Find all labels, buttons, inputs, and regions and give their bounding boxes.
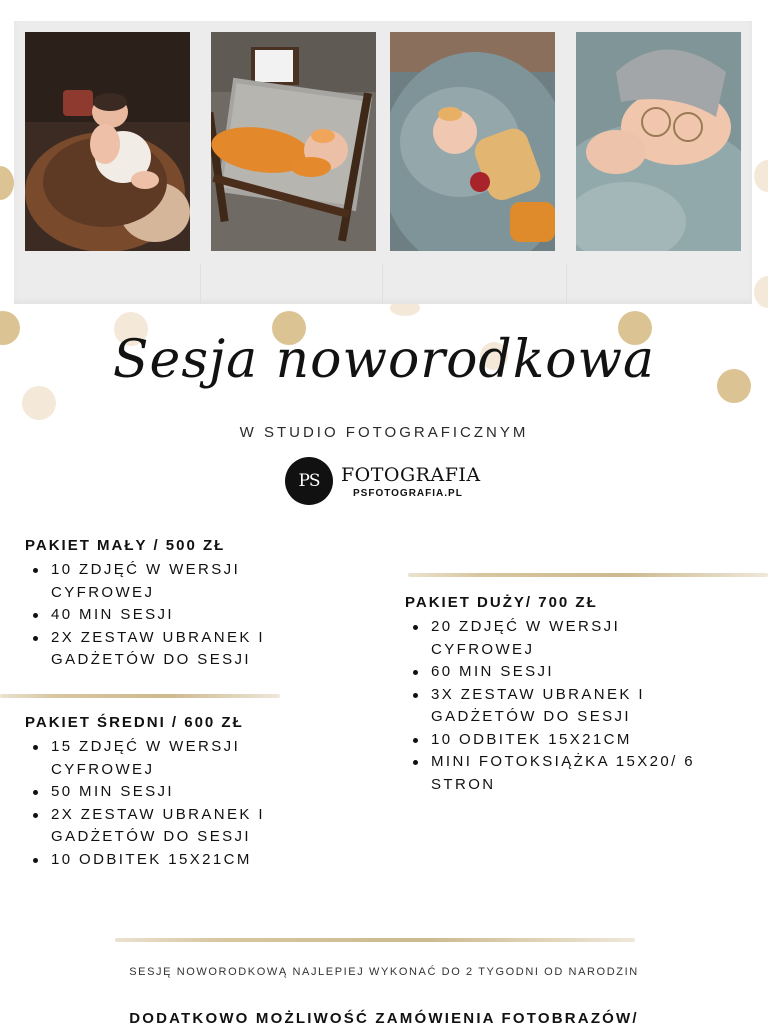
brush-stroke-divider [408,573,768,577]
package-large [405,594,705,796]
list-item: 2X ZESTAW UBRANEK I GADŻETÓW DO SESJI [25,804,315,849]
newborn-photo-blue-fur-icon [390,32,555,251]
newborn-photo-wooden-bed-icon [211,32,376,251]
list-item: 40 MIN SESJI [25,604,315,627]
list-item: 10 ZDJĘĆ W WERSJI CYFROWEJ [25,559,315,604]
list-item: 10 ODBITEK 15X21CM [25,849,315,872]
decor-dot [754,276,768,308]
package-small-list [25,559,315,672]
list-item: 2X ZESTAW UBRANEK I GADŻETÓW DO SESJI [25,627,315,672]
list-item: 10 ODBITEK 15X21CM [405,729,705,752]
strip-divider [566,264,567,304]
brush-stroke-divider [0,694,280,698]
list-item: 3X ZESTAW UBRANEK I GADŻETÓW DO SESJI [405,684,705,729]
list-item: MINI FOTOKSIĄŻKA 15X20/ 6 STRON [405,751,705,796]
page-subtitle: W STUDIO FOTOGRAFICZNYM [239,424,529,441]
ps-logo-icon: PS [285,457,333,505]
studio-logo[interactable] [285,457,481,505]
brush-stroke-divider [115,938,635,942]
logo-url[interactable]: PSFOTOGRAFIA.PL [353,487,463,499]
package-medium [25,714,315,871]
extra-offer: DODATKOWO MOŻLIWOŚĆ ZAMÓWIENIA FOTOBRAZÓW/ [129,1010,639,1027]
package-small [25,537,315,672]
strip-divider [200,264,201,304]
logo-text [341,464,481,499]
package-large-list [405,616,705,796]
photo-strip [14,21,752,304]
decor-dot [754,160,768,192]
strip-divider [382,264,383,304]
logo-name: FOTOGRAFIA [341,463,481,486]
newborn-photo-brown-basket-icon [25,32,190,251]
decor-dot [22,386,56,420]
timing-note: SESJĘ NOWORODKOWĄ NAJLEPIEJ WYKONAĆ DO 2 TYGODNI OD NARODZIN [129,966,639,978]
list-item: 15 ZDJĘĆ W WERSJI CYFROWEJ [25,736,315,781]
decor-dot [0,166,14,200]
newborn-photo-glasses-hat-icon [576,32,741,251]
package-large-title: PAKIET DUŻY/ 700 ZŁ [405,594,598,611]
package-small-title: PAKIET MAŁY / 500 ZŁ [25,537,226,554]
list-item: 50 MIN SESJI [25,781,315,804]
list-item: 60 MIN SESJI [405,661,705,684]
package-medium-title: PAKIET ŚREDNI / 600 ZŁ [25,714,244,731]
page-title: Sesja noworodkowa [112,330,656,390]
package-medium-list [25,736,315,871]
list-item: 20 ZDJĘĆ W WERSJI CYFROWEJ [405,616,705,661]
